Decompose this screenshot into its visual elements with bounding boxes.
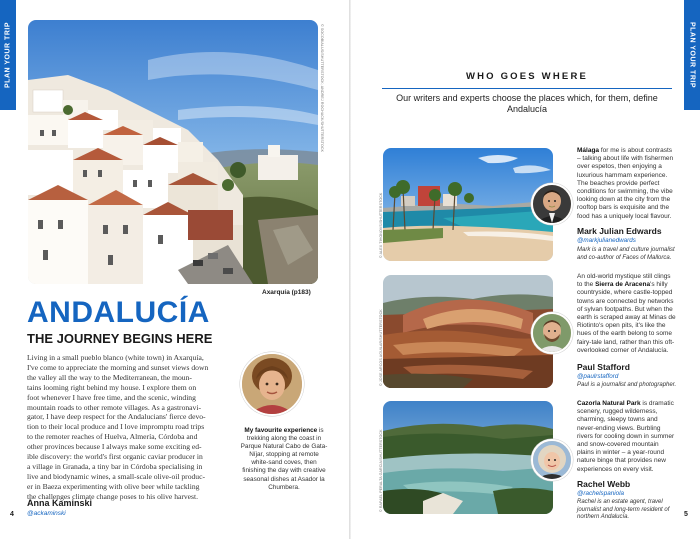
writer-handle-rachel[interactable]: @rachelspaniola [577, 490, 624, 497]
writer-name-mark: Mark Julian Edwards [577, 226, 662, 236]
body-line: the challenges climate change poses to his olive harvest. [27, 491, 199, 501]
axarquia-photo [28, 20, 318, 284]
intro-body-text [27, 353, 237, 502]
body-line: tion to their local produce and I love impromptu road trips [27, 422, 205, 432]
plan-your-trip-tab-right[interactable] [684, 0, 700, 110]
entry-description: is dramatic scenery, rugged wilderness, charming, sleepy towns and never-ending views. Burbling rivers for cooling down in summer and snow-covered mountain plains in winter – a year-round nature binge that provides new experiences on every visit. [577, 400, 675, 473]
photo-caption: Axarquía (p183) [262, 289, 311, 296]
page-number-right: 5 [684, 511, 688, 518]
body-line: to the remoter reaches of Huelva, Almería, Córdoba and [27, 432, 198, 442]
author-name: Anna Kaminski [27, 498, 93, 508]
body-line: tains looming right behind my house. I explore them on [27, 382, 197, 392]
writer-handle-mark[interactable]: @markjulianedwards [577, 237, 636, 244]
body-line: foot whenever I have free time, and the scenic, winding [27, 392, 196, 402]
place-name: Málaga [577, 147, 600, 154]
photo-credit-main: © SOCOBIALUS/SHUTTERSTOCK; ANDREJ ROCHACK/SHUTTERSTOCK [320, 24, 324, 153]
tab-label-left: PLAN YOUR TRIP [4, 22, 12, 88]
entry-malaga-text [577, 147, 677, 221]
writer-bio-rachel: Rachel is an estate agent, travel journalist and long-term resident of northern Andalucía. [577, 499, 670, 520]
who-goes-where-subheading: Our writers and experts choose the places which, for them, define Andalucía [396, 93, 658, 114]
plan-your-trip-tab-left[interactable] [0, 0, 16, 110]
writer-name-rachel: Rachel Webb [577, 479, 631, 489]
body-line: I've come to appreciate the morning and sunset views down [27, 362, 209, 372]
entry-description: 's hilly countryside, where castle-topped towns are connected by networks of sylvan footpaths. But when the earth is scraped away at Minas de Riotinto's open pits, it's like the hues of the earth belong to some fairy-tale land, rather than this oft-overlooked corner of Andalucía. [577, 281, 676, 354]
portrait-avatar-mark [531, 183, 573, 225]
body-line: the valley all the way to the Mediterranean, the moun- [27, 372, 192, 382]
writer-name-paul: Paul Stafford [577, 362, 630, 372]
portrait-avatar-paul [531, 312, 573, 354]
body-line: Living in a small pueblo blanco (white town) in Axarquía, [27, 353, 204, 362]
body-line: gator, I have deep respect for the Andalucians' fierce devo- [27, 412, 206, 422]
photo-credit-cazorla: © RAFAEL PERALTA GARCIA/SHUTTERSTOCK [379, 429, 383, 512]
riotinto-photo [383, 275, 553, 388]
photo-credit-riotinto: © JOSE ARCOS AGUILAR/SHUTTERSTOCK [379, 309, 383, 386]
author-handle-link[interactable]: @ackaminski [27, 510, 66, 517]
favourite-experience-quote [240, 427, 328, 492]
who-goes-where-heading: WHO GOES WHERE [465, 71, 589, 82]
quote-lead: My favourite experience [244, 427, 318, 434]
page-number-left: 4 [10, 511, 14, 518]
tab-label-right: PLAN YOUR TRIP [688, 22, 696, 88]
portrait-avatar-anna [240, 352, 304, 416]
body-line: ible discovery: the world's first organic caviar producer in [27, 452, 203, 462]
heading-rule [382, 88, 672, 89]
body-line: er in Baeza experimenting with olive beer while tackling [27, 481, 200, 491]
page-title: ANDALUCÍA [27, 296, 210, 329]
writer-bio-mark: Mark is a travel and culture journalist and co-author of Faces of Mallorca. [577, 247, 675, 261]
place-name: Cazorla Natural Park [577, 400, 641, 407]
entry-prefix: An old-world mystique still clings to the [577, 273, 671, 289]
entry-cazorla-text [577, 400, 677, 474]
cazorla-photo [383, 401, 553, 514]
body-line: a village in Granada, a tiny bar in Córdoba specialising in [27, 461, 203, 471]
body-line: other provinces because I always make some exciting ed- [27, 442, 202, 452]
entry-description: for me is about contrasts – talking about life with fishermen over espetos, then enjoying a luxurious hammam experience. The beaches provide perfect conditions for swimming, the vibe looking down at the city from the rooftop bars is exquisite and the food has a uniquely local flavour. [577, 147, 674, 220]
entry-aracena-text [577, 273, 677, 355]
body-line: live and biodynamic wines, a small-scale olive-oil produc- [27, 471, 205, 481]
portrait-avatar-rachel [531, 439, 573, 481]
writer-handle-paul[interactable]: @paulrstafford [577, 373, 619, 380]
page-subtitle: THE JOURNEY BEGINS HERE [27, 331, 213, 346]
place-name: Sierra de Aracena [595, 281, 651, 289]
quote-text: is trekking along the coast in Parque Natural Cabo de Gata-Níjar, stopping at remote white-sand coves, then finishing the day with creative seasonal dishes at Asador la Chumbera. [240, 427, 328, 491]
body-line: mountain roads to other remote villages. As a gastronavi- [27, 402, 201, 412]
writer-bio-paul: Paul is a journalist and photographer. [577, 382, 677, 388]
photo-credit-malaga: © ALEX TIHONOVS/SHUTTERSTOCK [379, 192, 383, 258]
malaga-photo [383, 148, 553, 261]
